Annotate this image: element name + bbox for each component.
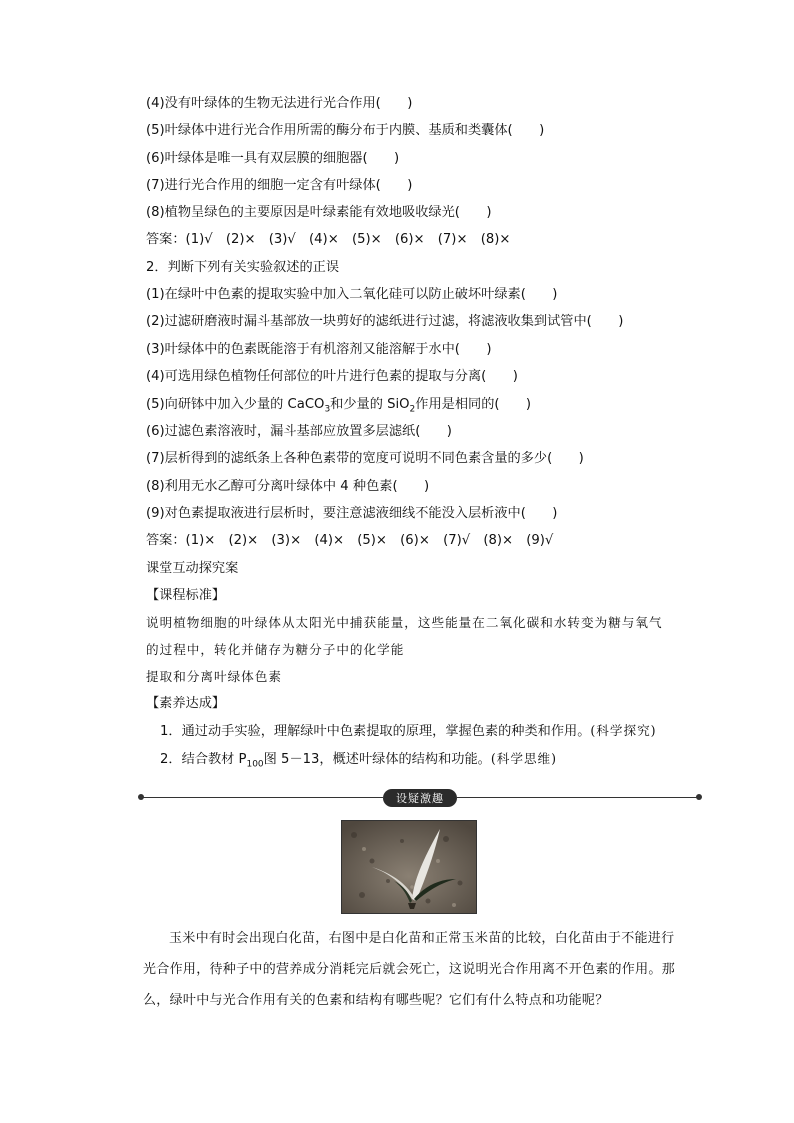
section-divider xyxy=(141,791,699,805)
subscript: 3 xyxy=(324,404,331,415)
literacy-tag: (科学思维) xyxy=(490,751,558,766)
divider-dot xyxy=(138,794,144,800)
question-item: (8)植物呈绿色的主要原因是叶绿素能有效地吸收绿光( ) xyxy=(146,205,492,220)
question-item: (8)利用无水乙醇可分离叶绿体中 4 种色素( ) xyxy=(146,479,430,494)
divider-rule xyxy=(141,797,383,798)
divider-dot xyxy=(696,794,702,800)
subscript: 2 xyxy=(409,404,416,415)
question-item: (4)可选用绿色植物任何部位的叶片进行色素的提取与分离( ) xyxy=(146,369,518,384)
question-item xyxy=(146,396,531,414)
question-item: (2)过滤研磨液时漏斗基部放一块剪好的滤纸进行过滤，将滤液收集到试管中( ) xyxy=(146,314,624,329)
standard-text: 说明植物细胞的叶绿体从太阳光中捕获能量，这些能量在二氧化碳和水转变为糖与氧气 xyxy=(146,615,663,630)
literacy-heading: 【素养达成】 xyxy=(146,696,226,711)
literacy-text: 2．结合教材 P xyxy=(160,752,247,767)
item-text: 作用是相同的( ) xyxy=(415,397,532,412)
section-title: 课堂互动探究案 xyxy=(146,561,239,576)
subscript: 100 xyxy=(246,759,264,770)
literacy-text: 图 5－13，概述叶绿体的结构和功能。 xyxy=(263,752,491,767)
question-item: (3)叶绿体中的色素既能溶于有机溶剂又能溶解于水中( ) xyxy=(146,342,492,357)
literacy-item xyxy=(160,722,657,741)
item-text: 和少量的 SiO xyxy=(330,397,410,412)
question-item: (5)叶绿体中进行光合作用所需的酶分布于内膜、基质和类囊体( ) xyxy=(146,123,545,138)
standard-heading: 【课程标准】 xyxy=(146,588,226,603)
question-item: (9)对色素提取液进行层析时，要注意滤液细线不能没入层析液中( ) xyxy=(146,506,558,521)
literacy-text: 1．通过动手实验，理解绿叶中色素提取的原理，掌握色素的种类和作用。 xyxy=(160,724,591,739)
literacy-item xyxy=(160,750,557,769)
standard-text: 的过程中，转化并储存为糖分子中的化学能 xyxy=(146,642,405,657)
standard-text: 提取和分离叶绿体色素 xyxy=(146,669,282,684)
question-heading: 2．判断下列有关实验叙述的正误 xyxy=(146,260,340,275)
divider-badge: 设疑激趣 xyxy=(383,789,457,807)
question-item: (7)进行光合作用的细胞一定含有叶绿体( ) xyxy=(146,178,413,193)
answer-line: 答案：(1)× (2)× (3)× (4)× (5)× (6)× (7)√ (8)× (9)√ xyxy=(146,533,554,548)
albino-corn-seedling-photo-icon xyxy=(342,821,476,913)
question-item: (6)叶绿体是唯一具有双层膜的细胞器( ) xyxy=(146,151,400,166)
intro-paragraph: 玉米中有时会出现白化苗，右图中是白化苗和正常玉米苗的比较，白化苗由于不能进行光合作用，待种子中的营养成分消耗完后就会死亡，这说明光合作用离不开色素的作用。那么，绿叶中与光合作用有关的色素和结构有哪些呢？它们有什么特点和功能呢？ xyxy=(143,931,676,1008)
question-item: (1)在绿叶中色素的提取实验中加入二氧化硅可以防止破坏叶绿素( ) xyxy=(146,287,558,302)
item-text: (5)向研钵中加入少量的 CaCO xyxy=(146,397,325,412)
literacy-tag: (科学探究) xyxy=(590,723,657,738)
question-item: (4)没有叶绿体的生物无法进行光合作用( ) xyxy=(146,96,413,111)
answer-line: 答案：(1)√ (2)× (3)√ (4)× (5)× (6)× (7)× (8)× xyxy=(146,232,511,247)
question-item: (6)过滤色素溶液时，漏斗基部应放置多层滤纸( ) xyxy=(146,424,452,439)
question-item: (7)层析得到的滤纸条上各种色素带的宽度可说明不同色素含量的多少( ) xyxy=(146,451,584,466)
divider-rule xyxy=(457,797,699,798)
corn-seedling-photo xyxy=(341,820,477,914)
